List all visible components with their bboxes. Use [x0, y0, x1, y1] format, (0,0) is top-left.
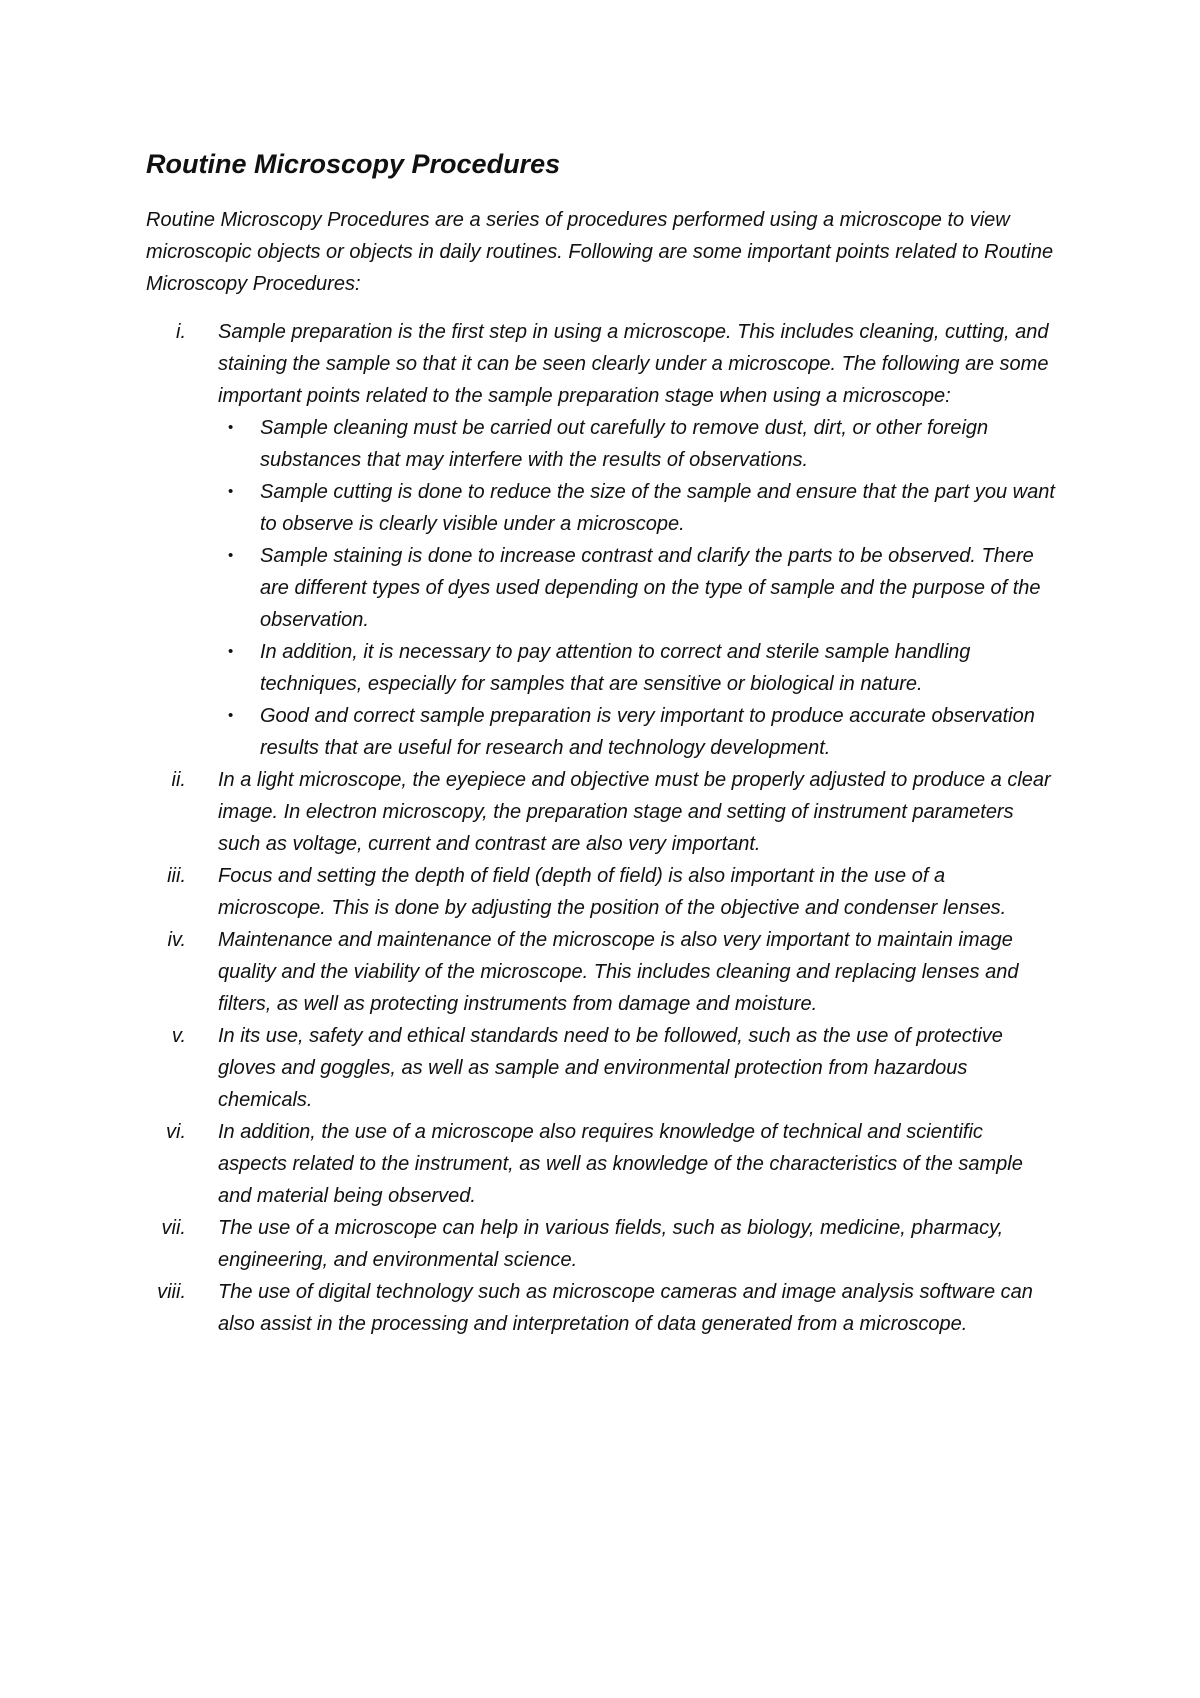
- list-item-text: In its use, safety and ethical standards need to be followed, such as the use of protective gloves and goggles, as well as sample and environmental protection from hazardous chemicals.: [218, 1025, 1003, 1111]
- sub-list-item: [218, 636, 1056, 700]
- list-item: [146, 1020, 1056, 1116]
- list-numeral: viii.: [157, 1281, 186, 1303]
- list-numeral: v.: [171, 1025, 186, 1047]
- list-item: [146, 764, 1056, 860]
- sample-preparation-sublist: [218, 412, 1056, 764]
- list-numeral: vi.: [166, 1121, 186, 1143]
- bullet-icon: •: [228, 419, 234, 436]
- bullet-icon: •: [228, 483, 234, 500]
- sub-list-item-text: Good and correct sample preparation is very important to produce accurate observation results that are useful for research and technology development.: [260, 705, 1035, 759]
- sub-list-item: [218, 540, 1056, 636]
- list-item-text: In addition, the use of a microscope also requires knowledge of technical and scientific aspects related to the instrument, as well as knowledge of the characteristics of the sample and material being observed.: [218, 1121, 1023, 1207]
- page-title: Routine Microscopy Procedures: [146, 149, 561, 179]
- intro-paragraph: Routine Microscopy Procedures are a series of procedures performed using a microscope to view microscopic objects or objects in daily routines. Following are some important points related to Routine Microscopy Procedures:: [146, 209, 1054, 295]
- sub-list-item-text: Sample cleaning must be carried out carefully to remove dust, dirt, or other foreign substances that may interfere with the results of observations.: [260, 417, 989, 471]
- sub-list-item: [218, 700, 1056, 764]
- list-item-text: Sample preparation is the first step in using a microscope. This includes cleaning, cutting, and staining the sample so that it can be seen clearly under a microscope. The following are some important points related to the sample preparation stage when using a microscope:: [218, 321, 1049, 407]
- sub-list-item-text: Sample cutting is done to reduce the size of the sample and ensure that the part you want to observe is clearly visible under a microscope.: [260, 481, 1055, 535]
- list-numeral: iv.: [167, 929, 186, 951]
- sub-list-item-text: In addition, it is necessary to pay attention to correct and sterile sample handling techniques, especially for samples that are sensitive or biological in nature.: [260, 641, 971, 695]
- list-numeral: iii.: [167, 865, 186, 887]
- sub-list-item-text: Sample staining is done to increase contrast and clarify the parts to be observed. There are different types of dyes used depending on the type of sample and the purpose of the observation.: [260, 545, 1041, 631]
- list-item: [146, 1276, 1056, 1340]
- list-item: [146, 316, 1056, 764]
- list-item-text: The use of digital technology such as microscope cameras and image analysis software can also assist in the processing and interpretation of data generated from a microscope.: [218, 1281, 1033, 1335]
- list-item: [146, 1116, 1056, 1212]
- list-item-text: Maintenance and maintenance of the microscope is also very important to maintain image quality and the viability of the microscope. This includes cleaning and replacing lenses and filters, as well as protecting instruments from damage and moisture.: [218, 929, 1019, 1015]
- list-numeral: ii.: [171, 769, 186, 791]
- list-item: [146, 1212, 1056, 1276]
- list-numeral: i.: [176, 321, 186, 343]
- list-item: [146, 924, 1056, 1020]
- sub-list-item: [218, 476, 1056, 540]
- list-numeral: vii.: [161, 1217, 186, 1239]
- procedure-list: [146, 316, 1056, 1340]
- bullet-icon: •: [228, 707, 234, 724]
- sub-list-item: [218, 412, 1056, 476]
- bullet-icon: •: [228, 643, 234, 660]
- list-item-text: Focus and setting the depth of field (depth of field) is also important in the use of a microscope. This is done by adjusting the position of the objective and condenser lenses.: [218, 865, 1007, 919]
- list-item-text: In a light microscope, the eyepiece and objective must be properly adjusted to produce a clear image. In electron microscopy, the preparation stage and setting of instrument parameters such as voltage, current and contrast are also very important.: [218, 769, 1051, 855]
- bullet-icon: •: [228, 547, 234, 564]
- list-item: [146, 860, 1056, 924]
- list-item-text: The use of a microscope can help in various fields, such as biology, medicine, pharmacy, engineering, and environmental science.: [218, 1217, 1004, 1271]
